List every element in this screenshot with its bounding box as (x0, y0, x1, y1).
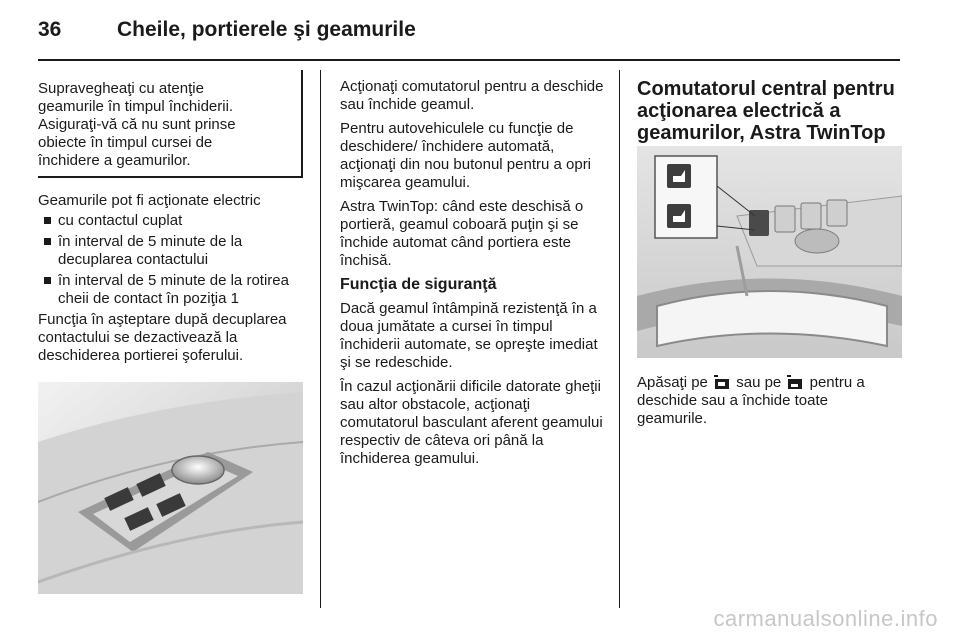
header-rule (38, 59, 900, 61)
caption (637, 374, 902, 428)
operate-paragraph: Acţionaţi comutatorul pentru a deschide sau închide geamul. (340, 78, 604, 113)
list-item (38, 233, 303, 269)
column-divider-2 (619, 70, 620, 608)
door-switch-figure (38, 382, 303, 594)
window-open-icon (712, 374, 732, 390)
bullet-icon (44, 277, 51, 284)
list-item-text: în interval de 5 minute de la rotirea cheii de contact în poziţia 1 (58, 272, 289, 307)
condition-list (38, 212, 303, 308)
page-header (0, 0, 960, 60)
list-item-text: cu contactul cuplat (58, 212, 183, 229)
warning-line: obiecte în timpul cursei de (38, 134, 213, 151)
caption-text: Apăsaţi pe (637, 374, 708, 391)
column-2 (340, 78, 605, 474)
central-switch-figure (637, 146, 902, 358)
standby-paragraph: Funcţia în aşteptare după decuplarea contactului se dezactivează la deschiderea portierei şoferului. (38, 311, 287, 364)
page-title: Cheile, portierele şi geamurile (117, 18, 416, 41)
warning-line: Supravegheaţi cu atenţie (38, 80, 204, 97)
caption-block (637, 374, 902, 434)
column-1 (38, 70, 303, 371)
caption-text: pentru a deschide sau a închide toate geamurile. (637, 374, 865, 427)
column-divider-1 (320, 70, 321, 608)
bullet-icon (44, 217, 51, 224)
list-item (38, 272, 303, 308)
ice-paragraph: În cazul acţionării dificile datorate gheţii sau altor obstacole, acţionaţi comutatorul basculant aferent geamului respectiv de câteva ori până la închiderea geamului. (340, 378, 603, 467)
warning-line: Asiguraţi-vă că nu sunt prinse (38, 116, 236, 133)
safety-heading: Funcţia de siguranţă (340, 276, 497, 293)
warning-box (38, 70, 303, 178)
section-heading: Comutatorul central pentru acţionarea electrică a geamurilor, Astra TwinTop (637, 78, 895, 144)
auto-paragraph: Pentru autovehiculele cu funcţie de deschidere/ închidere automată, acţionaţi din nou butonul pentru a opri mişcarea geamului. (340, 120, 592, 191)
warning-line: geamurile în timpul închiderii. (38, 98, 234, 115)
window-close-icon (785, 374, 805, 390)
intro-text: Geamurile pot fi acţionate electric (38, 192, 261, 209)
bullet-icon (44, 238, 51, 245)
twintop-paragraph: Astra TwinTop: când este deschisă o portieră, geamul coboară puţin şi se închide automat când portiera este închisă. (340, 198, 584, 269)
watermark: carmanualsonline.info (713, 606, 938, 631)
list-item-text: în interval de 5 minute de la decuplarea contactului (58, 233, 243, 268)
warning-line: închidere a geamurilor. (38, 152, 191, 169)
page-number: 36 (38, 18, 62, 41)
list-item (38, 212, 303, 230)
caption-text: sau pe (736, 374, 782, 391)
column-3 (637, 78, 902, 150)
safety-paragraph: Dacă geamul întâmpină rezistenţă în a doua jumătate a cursei în timpul închiderii automate, se opreşte imediat şi se redeschide. (340, 300, 598, 371)
